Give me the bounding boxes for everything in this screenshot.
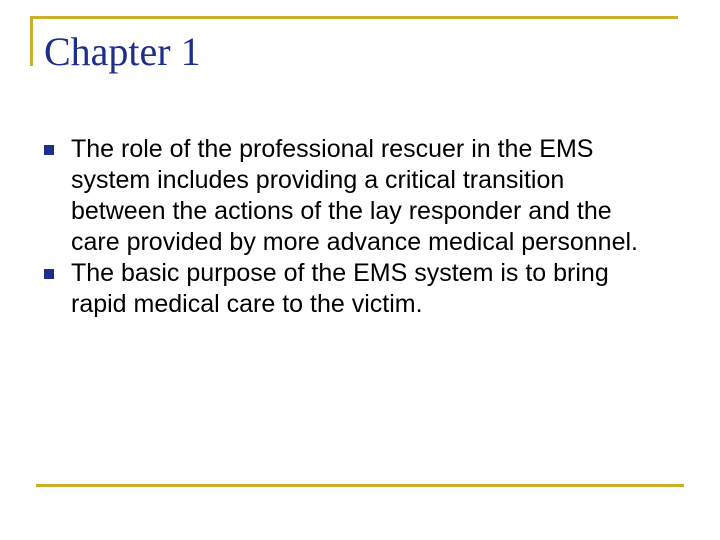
- bullet-text: The basic purpose of the EMS system is to bring rapid medical care to the victim.: [71, 259, 609, 318]
- bullet-list: [44, 134, 664, 320]
- bullet-item: [44, 258, 664, 320]
- square-bullet-icon: [44, 145, 54, 155]
- frame-left-rule: [30, 16, 33, 66]
- bullet-item: [44, 134, 664, 258]
- bullet-text: The role of the professional rescuer in the EMS system includes providing a critical transition between the actions of the lay responder and the care provided by more advance medical personnel.: [71, 135, 638, 256]
- frame-bottom-rule: [36, 484, 684, 487]
- slide-title: Chapter 1: [44, 29, 201, 74]
- square-bullet-icon: [44, 269, 54, 279]
- frame-top-rule: [30, 16, 678, 19]
